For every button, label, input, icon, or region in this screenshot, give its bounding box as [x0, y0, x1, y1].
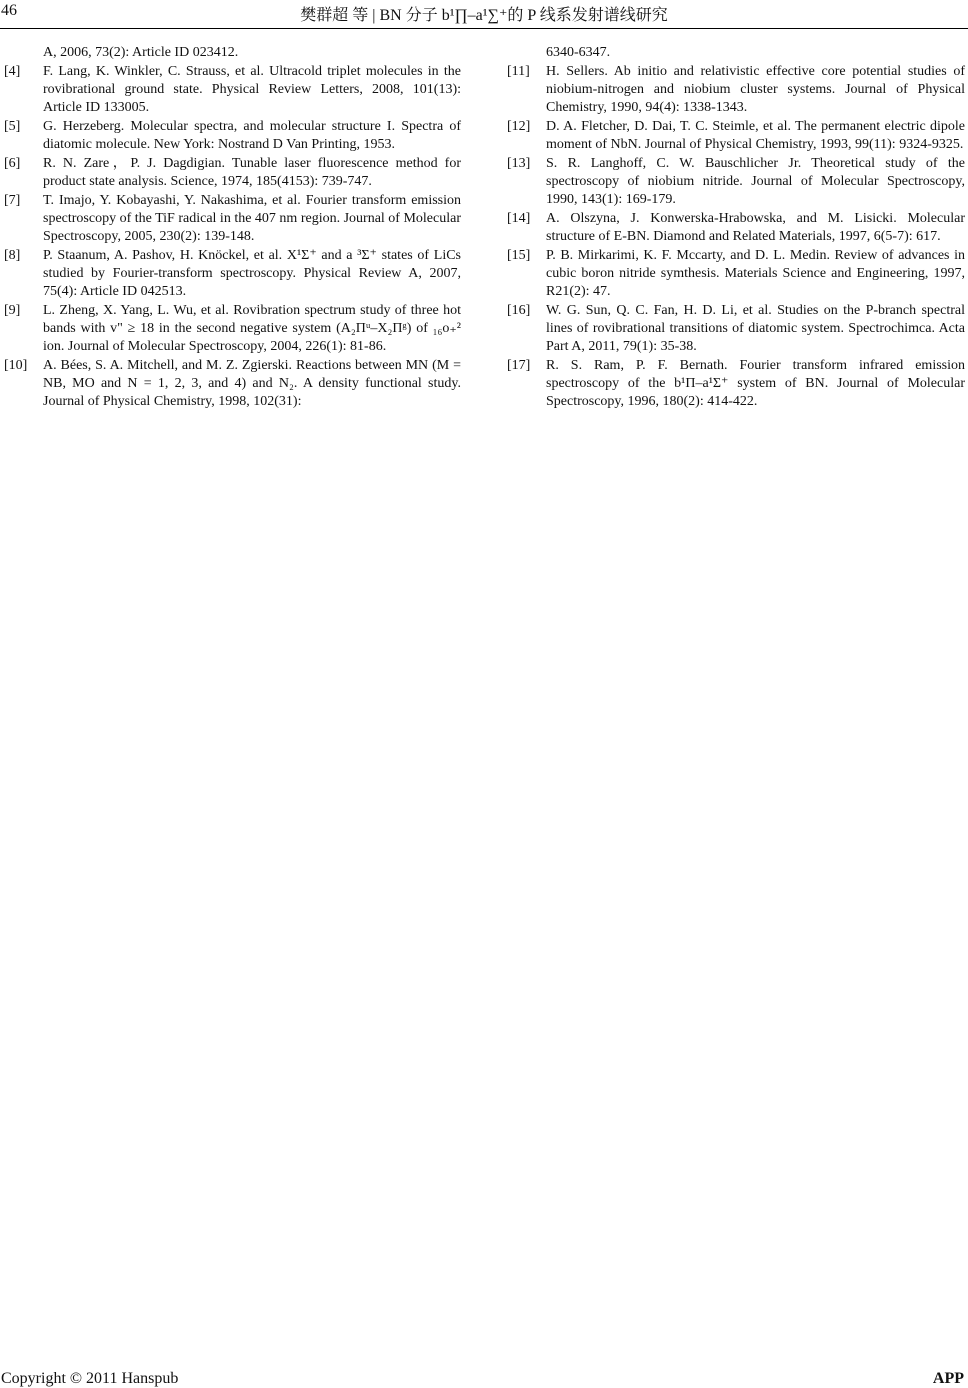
reference-text: P. Staanum, A. Pashov, H. Knöckel, et al. X¹Σ⁺ and a ³Σ⁺ states of LiCs studied by Fourier-transform spectroscopy. Physical Review A, 2007, 75(4): Article ID 042513.: [43, 248, 461, 299]
reference-item: [507, 357, 965, 411]
reference-item: [507, 210, 965, 246]
reference-text: A. Olszyna, J. Konwerska-Hrabowska, and M. Lisicki. Molecular structure of E-BN. Diamond and Related Materials, 1997, 6(5-7): 617.: [546, 211, 965, 244]
footer-journal: APP: [932, 1370, 964, 1387]
reference-text: T. Imajo, Y. Kobayashi, Y. Nakashima, et al. Fourier transform emission spectroscopy of the TiF radical in the 407 nm region. Journal of Molecular Spectroscopy, 2005, 230(2): 139-148.: [43, 193, 461, 244]
footer-copyright: Copyright © 2011 Hanspub: [1, 1370, 179, 1387]
reference-item: [507, 247, 965, 301]
reference-column-left: [4, 44, 461, 412]
reference-text: H. Sellers. Ab initio and relativistic effective core potential studies of niobium-nitrogen and niobium cluster systems. Journal of Physical Chemistry, 1990, 94(4): 1338-1343.: [546, 64, 965, 115]
reference-number: [15]: [507, 248, 531, 263]
reference-text: F. Lang, K. Winkler, C. Strauss, et al. Ultracold triplet molecules in the rovibrational ground state. Physical Review Letters, 2008, 101(13): Article ID 133005.: [43, 64, 461, 115]
reference-text: A, 2006, 73(2): Article ID 023412.: [43, 45, 239, 60]
reference-item: [4, 155, 461, 191]
page-number: 46: [1, 2, 17, 19]
reference-item: [4, 63, 461, 117]
reference-column-right: [507, 44, 965, 412]
reference-number: [5]: [4, 119, 21, 134]
reference-text: R. S. Ram, P. F. Bernath. Fourier transform infrared emission spectroscopy of the b¹Π–a¹Σ⁺ system of BN. Journal of Molecular Spectroscopy, 1996, 180(2): 414-422.: [546, 358, 965, 409]
reference-number: [10]: [4, 358, 28, 373]
reference-item: [4, 118, 461, 154]
reference-text: P. B. Mirkarimi, K. F. Mccarty, and D. L. Medin. Review of advances in cubic boron nitride symthesis. Materials Science and Engineering, 1997, R21(2): 47.: [546, 248, 965, 299]
reference-text: G. Herzeberg. Molecular spectra, and molecular structure I. Spectra of diatomic molecule. New York: Nostrand D Van Printing, 1953.: [43, 119, 461, 152]
reference-item: [507, 118, 965, 154]
reference-item: [507, 155, 965, 209]
reference-item: [507, 302, 965, 356]
reference-number: [7]: [4, 193, 21, 208]
reference-number: [16]: [507, 303, 531, 318]
reference-item: [4, 247, 461, 301]
reference-number: [12]: [507, 119, 531, 134]
reference-number: [4]: [4, 64, 21, 79]
reference-item: [507, 44, 965, 62]
reference-text: A. Bées, S. A. Mitchell, and M. Z. Zgierski. Reactions between MN (M = NB, MO and N = 1, 2, 3, and 4) and N₂. A density functional study. Journal of Physical Chemistry, 1998, 102(31):: [43, 358, 461, 409]
reference-text: L. Zheng, X. Yang, L. Wu, et al. Rovibration spectrum study of three hot bands with v" ≥ 18 in the second negative system (A₂Πᵘ–X₂Πᵍ) of ₁₆o₊² ion. Journal of Molecular Spectroscopy, 2004, 226(1): 81-86.: [43, 303, 461, 354]
reference-item: [4, 357, 461, 411]
reference-number: [9]: [4, 303, 21, 318]
reference-item: [4, 192, 461, 246]
running-title: 樊群超 等 | BN 分子 b¹∏–a¹∑⁺的 P 线系发射谱线研究: [300, 7, 668, 24]
reference-item: [4, 44, 461, 62]
reference-text: D. A. Fletcher, D. Dai, T. C. Steimle, et al. The permanent electric dipole moment of NbN. Journal of Physical Chemistry, 1993, 99(11): 9324-9325.: [546, 119, 965, 152]
reference-text: 6340-6347.: [546, 45, 611, 60]
reference-text: W. G. Sun, Q. C. Fan, H. D. Li, et al. Studies on the P-branch spectral lines of rovibrational transitions of diatomic system. Spectrochimca. Acta Part A, 2011, 79(1): 35-38.: [546, 303, 965, 354]
header-rule: [0, 28, 968, 29]
reference-item: [4, 302, 461, 356]
reference-number: [14]: [507, 211, 531, 226]
reference-number: [6]: [4, 156, 21, 171]
reference-item: [507, 63, 965, 117]
reference-number: [13]: [507, 156, 531, 171]
reference-number: [17]: [507, 358, 531, 373]
reference-number: [11]: [507, 64, 530, 79]
reference-text: S. R. Langhoff, C. W. Bauschlicher Jr. Theoretical study of the spectroscopy of niobium nitride. Journal of Molecular Spectroscopy, 1990, 143(1): 169-179.: [546, 156, 965, 207]
reference-number: [8]: [4, 248, 21, 263]
reference-text: R. N. Zare，P. J. Dagdigian. Tunable laser fluorescence method for product state analysis. Science, 1974, 185(4153): 739-747.: [43, 156, 461, 189]
